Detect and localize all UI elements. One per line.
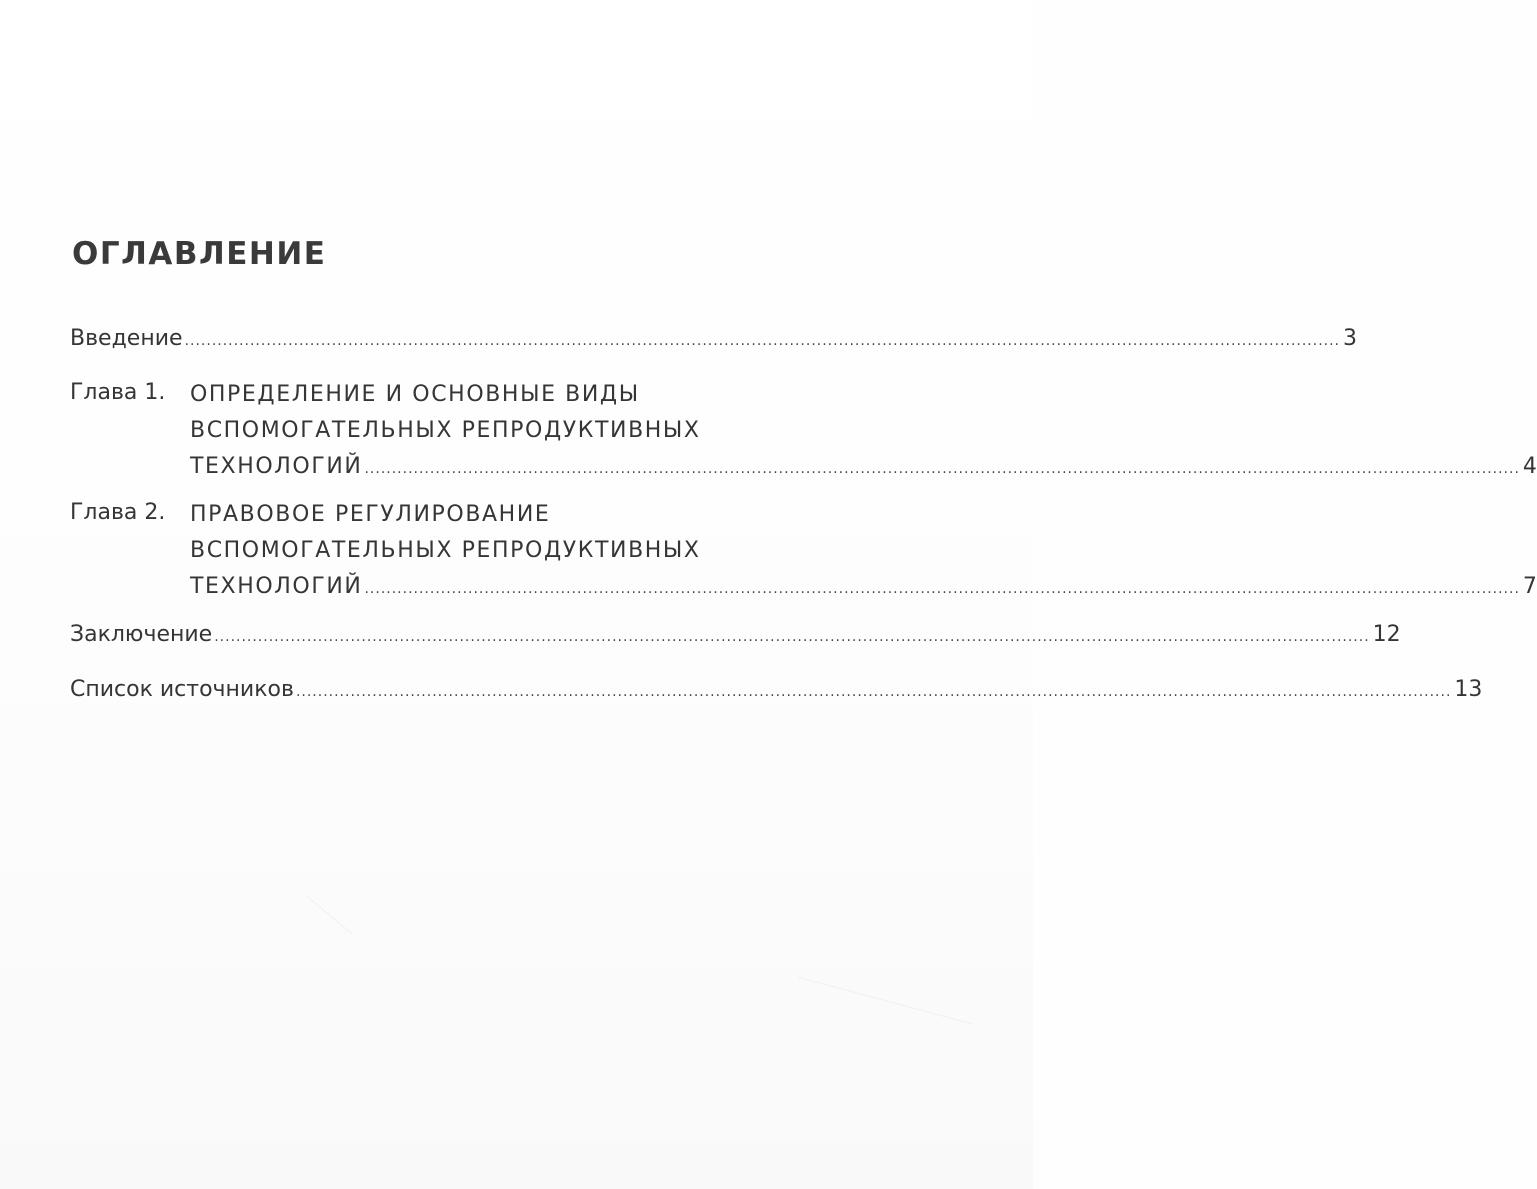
chapter-title-line: ПРАВОВОЕ РЕГУЛИРОВАНИЕ — [190, 502, 551, 527]
toc-entry-conclusion[interactable] — [70, 622, 1401, 652]
toc-page-number: 4 — [1522, 454, 1537, 479]
toc-entry-text: Введение — [70, 326, 183, 351]
toc-page-number: 7 — [1522, 574, 1537, 599]
chapter-label: Глава 2. — [70, 500, 166, 525]
toc-entry-sources[interactable] — [70, 677, 1483, 707]
dot-leader: .................................................................................................................................................................................................................... — [295, 684, 1452, 700]
toc-page-number: 3 — [1343, 326, 1358, 351]
toc-entry-text: Заключение — [70, 622, 213, 647]
paper-mark — [798, 977, 972, 1025]
dot-leader: .................................................................................................................................................................................................................... — [364, 581, 1520, 597]
dot-leader: .................................................................................................................................................................................................................... — [364, 461, 1520, 477]
chapter-title-line: ТЕХНОЛОГИЙ — [190, 574, 363, 599]
toc-entry-intro[interactable] — [70, 326, 1358, 356]
chapter-label: Глава 1. — [70, 380, 166, 405]
chapter-title-line: ВСПОМОГАТЕЛЬНЫХ РЕПРОДУКТИВНЫХ — [190, 538, 701, 563]
toc-title: ОГЛАВЛЕНИЕ — [72, 236, 327, 272]
toc-entry-text: Список источников — [70, 677, 294, 702]
toc-page-number: 12 — [1372, 622, 1401, 647]
paper-mark — [307, 896, 354, 935]
dot-leader: .................................................................................................................................................................................................................... — [214, 629, 1370, 645]
chapter-title-line: ОПРЕДЕЛЕНИЕ И ОСНОВНЫЕ ВИДЫ — [190, 382, 640, 407]
chapter-title-line: ВСПОМОГАТЕЛЬНЫХ РЕПРОДУКТИВНЫХ — [190, 418, 701, 443]
chapter-title-line: ТЕХНОЛОГИЙ — [190, 454, 363, 479]
toc-page-number: 13 — [1454, 677, 1483, 702]
dot-leader: .................................................................................................................................................................................................................... — [184, 333, 1341, 349]
